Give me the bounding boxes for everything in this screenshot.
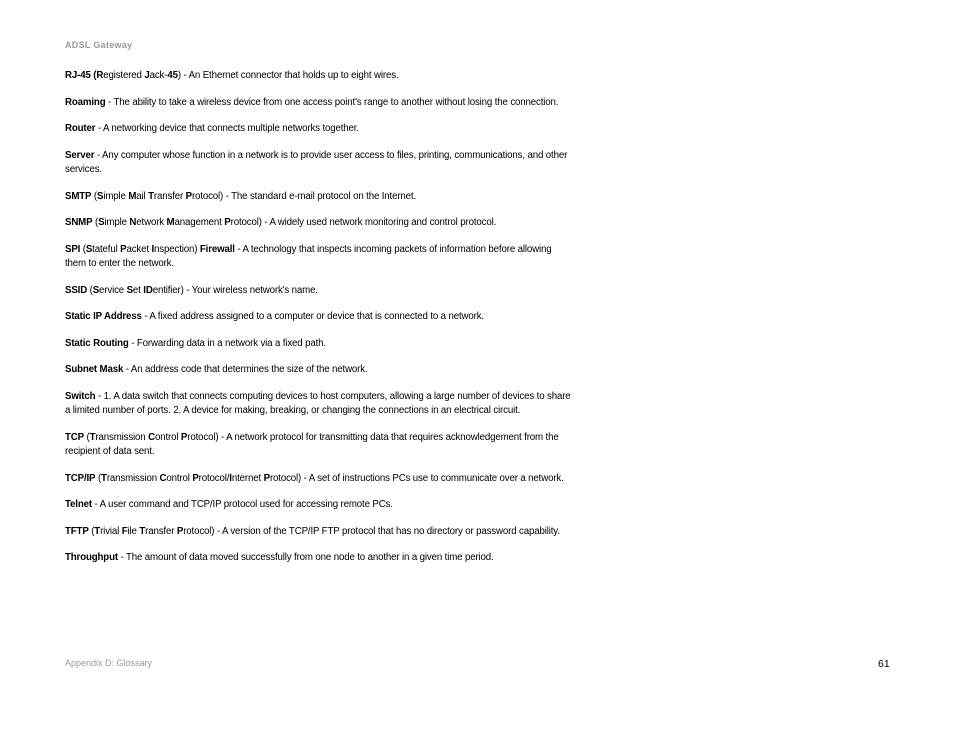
entry-term-text: S	[98, 217, 105, 228]
entry-text: - A technology that inspects incoming packets of information before allowing them to enter the network.	[65, 243, 552, 269]
entry-text: egistered	[103, 70, 145, 81]
entry-text: rotocol) - A set of instructions PCs use to communicate over a network.	[269, 472, 564, 484]
entry-term-text: S	[126, 284, 133, 296]
entry-text: rotocol/	[198, 472, 230, 484]
entry-text: rivial	[100, 525, 122, 537]
glossary-entry	[65, 190, 571, 205]
glossary-entry	[65, 122, 571, 137]
glossary-entry	[65, 337, 571, 352]
entry-text: nspection)	[154, 243, 200, 255]
entry-term-text: Static Routing	[65, 337, 129, 349]
entry-text: et	[132, 284, 144, 296]
entry-term-text: P	[263, 472, 270, 484]
entry-term-text: SMTP	[65, 190, 92, 202]
entry-text: ransfer	[145, 525, 177, 537]
entry-term-text: F	[121, 525, 128, 537]
entry-term-text: SSID	[65, 284, 88, 296]
entry-text: rotocol) - A network protocol for transmitting data that requires acknowledgement from the recipient of data sent.	[65, 431, 559, 457]
entry-text: (	[83, 431, 90, 443]
page-number: 61	[878, 658, 890, 670]
entry-term-text: P	[176, 525, 184, 537]
entry-term-text: T	[94, 525, 101, 537]
entry-term-text: S	[97, 190, 104, 202]
entry-term-text: Telnet	[65, 499, 92, 510]
entry-text: ile	[127, 525, 140, 537]
entry-term-text: R	[96, 70, 104, 81]
glossary-entry	[65, 498, 571, 513]
entry-term-text: Roaming	[65, 96, 106, 108]
glossary-entry	[65, 390, 571, 419]
entry-text: tateful	[92, 243, 121, 255]
entry-term-text: I	[229, 472, 232, 484]
glossary-entry	[65, 363, 571, 378]
entry-term-text: I	[151, 243, 155, 255]
entry-text: ransmission	[95, 431, 149, 443]
entry-term-text: T	[89, 431, 96, 443]
entry-term-text: TCP/IP	[65, 472, 96, 484]
entry-text: - 1. A data switch that connects computing devices to host computers, allowing a large number of devices to share a limited number of ports. 2. A device for making, breaking, or changing the connections in an electrical circuit.	[65, 390, 571, 416]
glossary-entry	[65, 243, 571, 272]
glossary-entry	[65, 525, 571, 540]
entry-text: - The amount of data moved successfully from one node to another in a given time period.	[117, 552, 494, 563]
entry-term-text: SNMP	[65, 217, 93, 228]
footer-section: Appendix D: Glossary	[65, 658, 153, 668]
entry-text: ack-	[149, 70, 168, 81]
glossary-entry	[65, 149, 571, 178]
entry-text: anagement	[174, 217, 225, 228]
entry-text: - An address code that determines the size of the network.	[123, 364, 368, 375]
glossary-entry	[65, 472, 571, 487]
entry-text: imple	[104, 217, 130, 228]
entry-text: etwork	[136, 217, 167, 228]
entry-text: rotocol) - A version of the TCP/IP FTP protocol that has no directory or password capability.	[183, 525, 560, 537]
entry-text: entifier) - Your wireless network's name.	[152, 284, 318, 296]
entry-term-text: P	[224, 217, 231, 228]
entry-text: (	[88, 525, 95, 537]
glossary-entry	[65, 69, 571, 84]
entry-term-text: Throughput	[65, 552, 118, 563]
entry-term-text: SPI	[65, 243, 81, 255]
entry-term-text: Switch	[65, 390, 96, 402]
entry-text: - Any computer whose function in a network is to provide user access to files, printing, communications, and other services.	[65, 149, 568, 175]
glossary-entry	[65, 431, 571, 460]
running-header: ADSL Gateway	[65, 40, 133, 50]
entry-text: acket	[126, 243, 152, 255]
entry-term-text: M	[166, 217, 175, 228]
entry-text: - Forwarding data in a network via a fixed path.	[128, 337, 326, 349]
entry-text: ail	[136, 190, 149, 202]
glossary-entry	[65, 284, 571, 299]
entry-text: (	[95, 472, 102, 484]
entry-term-text: P	[192, 472, 199, 484]
glossary-entry	[65, 216, 571, 231]
entry-text: rotocol) - The standard e-mail protocol on the Internet.	[191, 190, 417, 202]
entry-term-text: P	[185, 190, 192, 202]
entry-term-text: 45	[167, 70, 178, 81]
glossary-entry	[65, 310, 571, 325]
entry-text: ) - An Ethernet connector that holds up to eight wires.	[177, 70, 399, 81]
entry-text: - A fixed address assigned to a computer or device that is connected to a network.	[141, 311, 484, 322]
entry-text: (	[92, 217, 99, 228]
entry-text: ransfer	[153, 190, 186, 202]
entry-text: ransmission	[106, 472, 160, 484]
entry-term-text: Router	[65, 123, 96, 134]
entry-text: (	[87, 284, 93, 296]
entry-text: - A networking device that connects multiple networks together.	[95, 123, 359, 134]
entry-term-text: T	[148, 190, 154, 202]
entry-term-text: T	[139, 525, 146, 537]
entry-term-text: TCP	[65, 431, 84, 443]
entry-text: (	[80, 243, 86, 255]
entry-term-text: T	[101, 472, 107, 484]
entry-term-text: Subnet Mask	[65, 364, 124, 375]
entry-term-text: N	[129, 217, 137, 228]
glossary-list	[65, 69, 571, 578]
entry-term-text: Server	[65, 149, 95, 161]
entry-text: - A user command and TCP/IP protocol used for accessing remote PCs.	[91, 499, 393, 510]
entry-term-text: ID	[143, 284, 153, 296]
entry-text: ontrol	[154, 431, 181, 443]
entry-term-text: M	[128, 190, 137, 202]
entry-term-text: RJ-45 (	[65, 70, 97, 81]
entry-term-text: P	[120, 243, 127, 255]
entry-term-text: TFTP	[65, 525, 89, 537]
entry-text: rotocol) - A widely used network monitoring and control protocol.	[230, 217, 497, 228]
entry-term-text: C	[159, 472, 167, 484]
entry-term-text: J	[144, 70, 150, 81]
entry-term-text: C	[148, 431, 155, 443]
entry-term-text: Firewall	[199, 243, 235, 255]
entry-text: - The ability to take a wireless device from one access point's range to another without losing the connection.	[105, 96, 559, 108]
entry-text: ervice	[99, 284, 127, 296]
glossary-entry	[65, 551, 571, 566]
entry-term-text: Static IP Address	[65, 311, 142, 322]
entry-text: (	[91, 190, 98, 202]
entry-text: ontrol	[166, 472, 193, 484]
entry-term-text: P	[180, 431, 188, 443]
glossary-entry	[65, 96, 571, 111]
entry-text: nternet	[231, 472, 264, 484]
entry-term-text: S	[92, 284, 100, 296]
entry-term-text: S	[85, 243, 93, 255]
entry-text: imple	[103, 190, 129, 202]
